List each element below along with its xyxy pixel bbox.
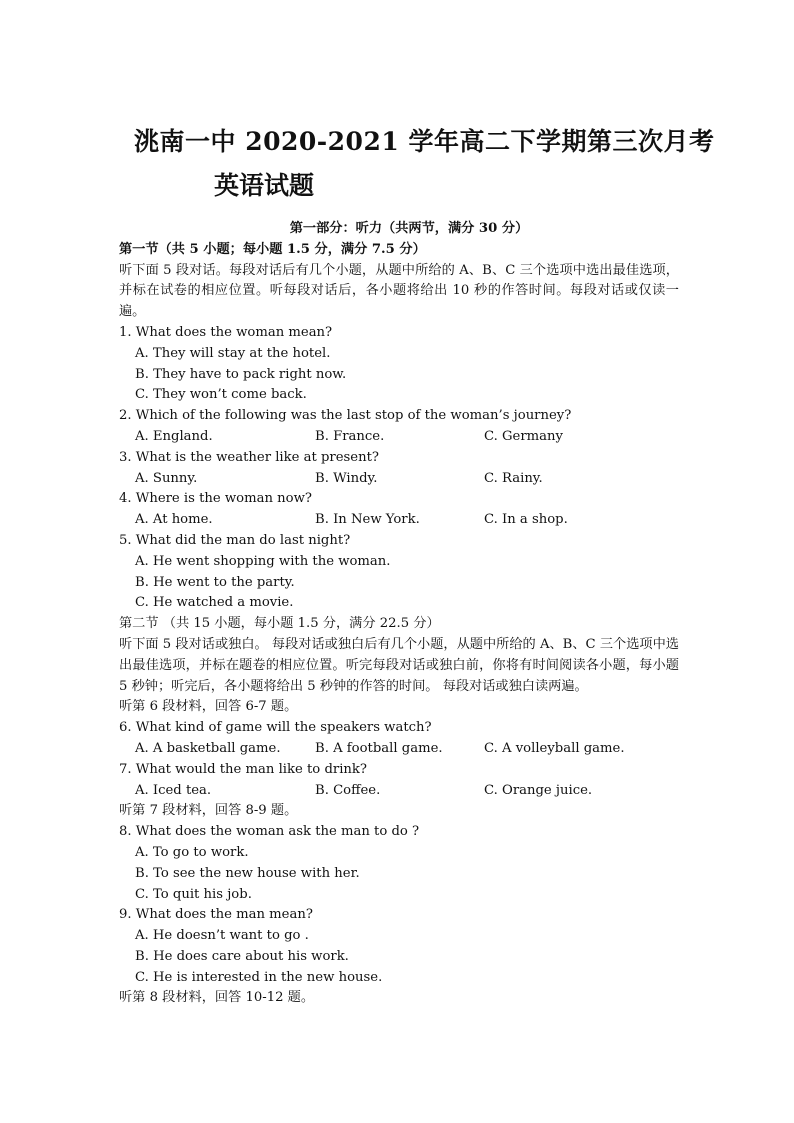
question-7-stem: 7. What would the man like to drink? [119, 761, 367, 777]
question-1-option-a: A. They will stay at the hotel. [135, 345, 331, 361]
question-2-stem: 2. Which of the following was the last stop of the woman’s journey? [119, 408, 572, 424]
material-7-note: 听第 7 段材料，回答 8-9 题。 [119, 803, 298, 819]
question-2-option-b: B. France. [315, 428, 385, 444]
question-9-option-a: A. He doesn’t want to go . [135, 928, 309, 944]
question-7-option-b: B. Coffee. [315, 782, 381, 798]
question-8-option-b: B. To see the new house with her. [135, 865, 360, 881]
exam-subject-title: 英语试题 [214, 171, 315, 200]
question-3-stem: 3. What is the weather like at present? [119, 449, 379, 465]
question-8-option-a: A. To go to work. [135, 844, 249, 860]
question-7-option-c: C. Orange juice. [484, 782, 593, 798]
question-2-options [119, 427, 679, 448]
question-8-stem: 8. What does the woman ask the man to do ? [119, 824, 420, 840]
question-5-option-c: C. He watched a movie. [135, 595, 294, 611]
question-6-option-b: B. A football game. [315, 740, 443, 756]
question-6-option-c: C. A volleyball game. [484, 740, 625, 756]
question-4-options [119, 510, 679, 531]
section2-heading: 第二节 （共 15 小题，每小题 1.5 分，满分 22.5 分） [119, 616, 440, 632]
exam-content [119, 219, 679, 1009]
part1-heading: 第一部分：听力（共两节，满分 30 分） [289, 221, 529, 236]
question-5-stem: 5. What did the man do last night? [119, 532, 351, 548]
question-1-option-b: B. They have to pack right now. [135, 366, 347, 382]
question-3-option-b: B. Windy. [315, 470, 378, 486]
question-3-options [119, 469, 679, 490]
question-4-option-b: B. In New York. [315, 512, 420, 528]
question-1-stem: 1. What does the woman mean? [119, 324, 333, 340]
question-2-option-a: A. England. [135, 428, 213, 444]
question-6-options [119, 739, 679, 760]
question-9-option-c: C. He is interested in the new house. [135, 969, 383, 985]
question-4-option-a: A. At home. [135, 512, 213, 528]
question-6-option-a: A. A basketball game. [135, 740, 281, 756]
question-7-option-a: A. Iced tea. [135, 782, 212, 798]
exam-title: 洮南一中 2020-2021 学年高二下学期第三次月考 [134, 127, 715, 156]
question-5-option-b: B. He went to the party. [135, 574, 295, 590]
question-5-option-a: A. He went shopping with the woman. [135, 553, 391, 569]
question-9-option-b: B. He does care about his work. [135, 948, 349, 964]
question-4-option-c: C. In a shop. [484, 512, 568, 528]
question-3-option-c: C. Rainy. [484, 470, 543, 486]
question-8-option-c: C. To quit his job. [135, 886, 252, 902]
question-9-stem: 9. What does the man mean? [119, 907, 313, 923]
section1-heading: 第一节（共 5 小题；每小题 1.5 分，满分 7.5 分） [119, 241, 426, 257]
question-3-option-a: A. Sunny. [135, 470, 198, 486]
section1-instructions: 听下面 5 段对话。每段对话后有几个小题，从题中所给的 A、B、C 三个选项中选出最佳选项，并标在试卷的相应位置。听每段对话后，各小题将给出 10 秒的作答时间。每段对话或仅读一遍。 [119, 262, 679, 320]
section2-instructions: 听下面 5 段对话或独白。 每段对话或独白后有几个小题，从题中所给的 A、B、C 三个选项中选出最佳选项，并标在题卷的相应位置。听完每段对话或独白前，你将有时间阅读各小题，每小题 5 秒钟；听完后，各小题将给出 5 秒钟的作答的时间。 每段对话或独白读两遍。 [119, 636, 679, 694]
question-2-option-c: C. Germany [484, 428, 563, 444]
question-6-stem: 6. What kind of game will the speakers watch? [119, 720, 432, 736]
question-4-stem: 4. Where is the woman now? [119, 491, 312, 507]
question-7-options [119, 781, 679, 802]
material-8-note: 听第 8 段材料，回答 10-12 题。 [119, 990, 315, 1006]
question-1-option-c: C. They won’t come back. [135, 387, 307, 403]
material-6-note: 听第 6 段材料，回答 6-7 题。 [119, 699, 298, 715]
